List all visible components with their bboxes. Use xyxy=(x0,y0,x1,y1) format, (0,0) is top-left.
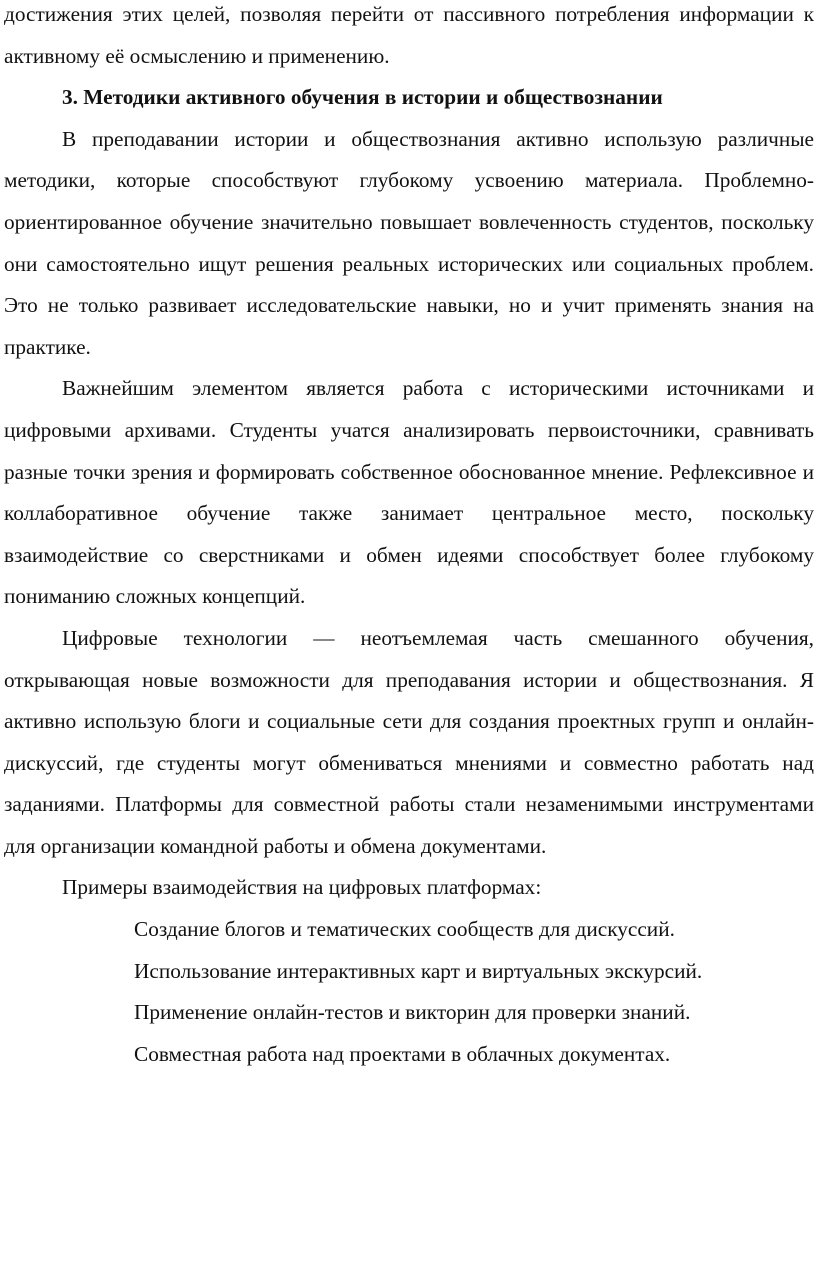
list-item: Применение онлайн-тестов и викторин для проверки знаний. xyxy=(134,1000,691,1025)
examples-intro: Примеры взаимодействия на цифровых платформах: xyxy=(62,875,542,900)
intro-paragraph-end: достижения этих целей, позволяя перейти от пассивного потребления информации к активному её осмыслению и применению. xyxy=(4,2,814,68)
section-heading: 3. Методики активного обучения в истории и обществознании xyxy=(62,85,663,110)
list-item: Совместная работа над проектами в облачных документах. xyxy=(134,1041,671,1066)
methods-paragraph: В преподавании истории и обществознания активно использую различные методики, которые способствуют глубокому усвоению материала. Проблемно-ориентированное обучение значительно повышает вовлеченность студентов, поскольку они самостоятельно ищут решения реальных исторических или социальных проблем. Это не только развивает исследовательские навыки, но и учит применять знания на практике. xyxy=(4,126,814,359)
examples-list xyxy=(4,909,814,1075)
digital-tech-paragraph: Цифровые технологии — неотъемлемая часть смешанного обучения, открывающая новые возможности для преподавания истории и обществознания. Я активно использую блоги и социальные сети для создания проектных групп и онлайн-дискуссий, где студенты могут обмениваться мнениями и совместно работать над заданиями. Платформы для совместной работы стали незаменимыми инструментами для организации командной работы и обмена документами. xyxy=(4,625,814,858)
sources-paragraph: Важнейшим элементом является работа с историческими источниками и цифровыми архивами. Студенты учатся анализировать первоисточники, сравнивать разные точки зрения и формировать собственное обоснованное мнение. Рефлексивное и коллаборативное обучение также занимает центральное место, поскольку взаимодействие со сверстниками и обмен идеями способствует более глубокому пониманию сложных концепций. xyxy=(4,376,814,609)
list-item: Создание блогов и тематических сообществ для дискуссий. xyxy=(134,917,675,942)
list-item: Использование интерактивных карт и виртуальных экскурсий. xyxy=(134,958,703,983)
